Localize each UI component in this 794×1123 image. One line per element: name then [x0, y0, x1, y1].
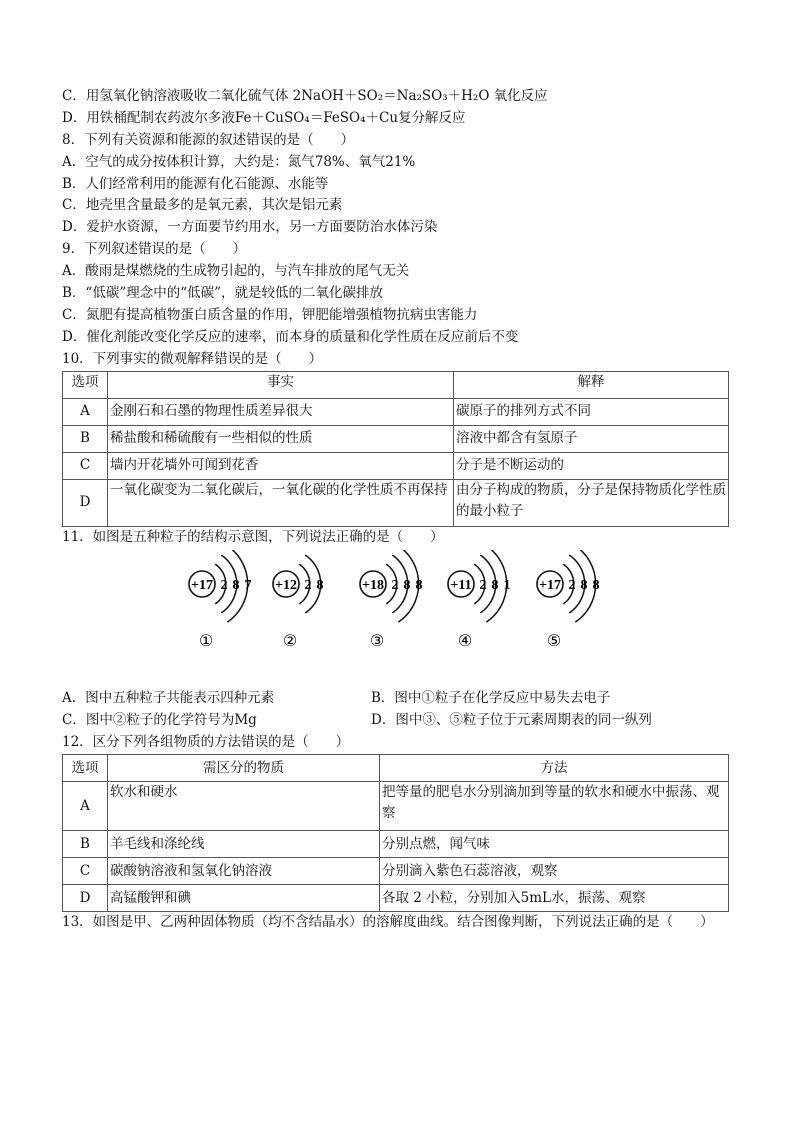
electron-count: 8	[592, 578, 600, 594]
particle-label: ⑤	[546, 631, 562, 651]
table-cell: B	[63, 831, 108, 858]
table-header: 选项	[63, 371, 108, 398]
table-cell: 一氧化碳变为二氧化碳后，一氧化碳的化学性质不再保持	[108, 479, 454, 526]
q10-stem: 10．下列事实的微观解释错误的是（ ）	[62, 350, 323, 367]
table-cell: C	[63, 452, 108, 479]
particle-label: ②	[282, 631, 298, 651]
q11-option-a: A．图中五种粒子共能表示四种元素	[62, 690, 275, 707]
table-header-row	[63, 371, 729, 398]
table-header: 需区分的物质	[108, 755, 380, 782]
table-row	[63, 398, 729, 425]
table-row	[63, 858, 729, 885]
table-cell: A	[63, 782, 108, 831]
q9-option-b: B．“低碳”理念中的“低碳”，就是较低的二氧化碳排放	[62, 285, 384, 302]
particle-1	[189, 550, 252, 650]
q12-stem: 12．区分下列各组物质的方法错误的是（ ）	[62, 734, 350, 751]
electron-count: 2	[479, 578, 487, 594]
electron-count: 8	[491, 578, 499, 594]
table-cell: 羊毛线和涤纶线	[108, 831, 380, 858]
electron-count: 2	[220, 578, 228, 594]
particle-diagram-svg	[180, 550, 620, 684]
particle-label: ①	[198, 631, 214, 651]
nucleus-charge: +11	[450, 578, 472, 594]
table-cell: 墙内开花墙外可闻到花香	[108, 452, 454, 479]
table-cell: 高锰酸钾和碘	[108, 885, 380, 912]
q8-option-a: A．空气的成分按体积计算，大约是：氮气78%、氧气21%	[62, 153, 416, 170]
table-header: 事实	[108, 371, 454, 398]
particle-label: ④	[457, 631, 473, 651]
electron-count: 2	[391, 578, 399, 594]
electron-count: 8	[580, 578, 588, 594]
table-header: 解释	[454, 371, 729, 398]
electron-count: 1	[503, 578, 511, 594]
q13-stem: 13．如图是甲、乙两种固体物质（均不含结晶水）的溶解度曲线。结合图像判断，下列说法正确的是（ ）	[62, 914, 714, 931]
q8-stem: 8．下列有关资源和能源的叙述错误的是（ ）	[62, 131, 355, 148]
electron-count: 2	[304, 578, 312, 594]
electron-count: 8	[403, 578, 411, 594]
table-cell: 把等量的肥皂水分别滴加到等量的软水和硬水中振荡、观察	[380, 782, 729, 831]
q11-options-row-1	[62, 688, 732, 710]
table-cell: 分子是不断运动的	[454, 452, 729, 479]
q8-option-b: B．人们经常利用的能源有化石能源、水能等	[62, 175, 329, 192]
q11-options-row-2	[62, 710, 732, 732]
q10-table	[62, 371, 729, 527]
particle-label: ③	[369, 631, 385, 651]
table-cell: 碳原子的排列方式不同	[454, 398, 729, 425]
q7-option-c: C．用氢氧化钠溶液吸收二氧化硫气体 2NaOH＋SO₂＝Na₂SO₃＋H₂O 氧化反应	[62, 88, 548, 104]
particle-2	[273, 555, 324, 650]
q12-table	[62, 754, 729, 912]
q11-option-d: D．图中③、⑤粒子位于元素周期表的同一纵列	[371, 712, 652, 729]
nucleus-charge: +18	[362, 578, 384, 594]
table-cell: 金刚石和石墨的物理性质差异很大	[108, 398, 454, 425]
particle-diagram	[62, 548, 732, 688]
particle-5	[537, 550, 600, 650]
table-cell: 由分子构成的物质，分子是保持物质化学性质的最小粒子	[454, 479, 729, 526]
table-cell: 稀盐酸和稀硫酸有一些相似的性质	[108, 425, 454, 452]
table-cell: 溶液中都含有氢原子	[454, 425, 729, 452]
q11-stem: 11．如图是五种粒子的结构示意图，下列说法正确的是（ ）	[62, 528, 444, 545]
table-cell: A	[63, 398, 108, 425]
table-cell: B	[63, 425, 108, 452]
table-header: 方法	[380, 755, 729, 782]
table-cell: 分别滴入紫色石蕊溶液，观察	[380, 858, 729, 885]
q8-option-c: C．地壳里含量最多的是氧元素，其次是铝元素	[62, 197, 343, 214]
table-header-row	[63, 755, 729, 782]
electron-count: 8	[232, 578, 240, 594]
q8-option-d: D．爱护水资源，一方面要节约用水，另一方面要防治水体污染	[62, 219, 438, 236]
table-row	[63, 782, 729, 831]
nucleus-charge: +12	[275, 578, 297, 594]
table-cell: D	[63, 479, 108, 526]
table-cell: 软水和硬水	[108, 782, 380, 831]
table-cell: 各取 2 小粒，分别加入5mL水，振荡、观察	[380, 885, 729, 912]
table-cell: 碳酸钠溶液和氢氧化钠溶液	[108, 858, 380, 885]
exam-page	[62, 86, 732, 934]
particle-4	[448, 550, 511, 650]
table-row	[63, 452, 729, 479]
electron-count: 7	[244, 578, 252, 594]
electron-count: 8	[316, 578, 324, 594]
q7-option-d: D．用铁桶配制农药波尔多液Fe＋CuSO₄＝FeSO₄＋Cu复分解反应	[62, 109, 466, 126]
q11-option-c: C．图中②粒子的化学符号为Mg	[62, 712, 257, 729]
q9-option-d: D．催化剂能改变化学反应的速率，而本身的质量和化学性质在反应前后不变	[62, 328, 519, 345]
nucleus-charge: +17	[539, 578, 561, 594]
table-cell: 分别点燃，闻气味	[380, 831, 729, 858]
electron-count: 2	[568, 578, 576, 594]
table-row	[63, 425, 729, 452]
table-row	[63, 885, 729, 912]
table-cell: C	[63, 858, 108, 885]
table-row	[63, 831, 729, 858]
nucleus-charge: +17	[191, 578, 213, 594]
table-header: 选项	[63, 755, 108, 782]
table-row	[63, 479, 729, 526]
q9-option-a: A．酸雨是煤燃烧的生成物引起的，与汽车排放的尾气无关	[62, 263, 410, 280]
q9-stem: 9．下列叙述错误的是（ ）	[62, 241, 247, 258]
table-cell: D	[63, 885, 108, 912]
particle-3	[360, 550, 423, 650]
q9-option-c: C．氮肥有提高植物蛋白质含量的作用，钾肥能增强植物抗病虫害能力	[62, 306, 478, 323]
q11-option-b: B．图中①粒子在化学反应中易失去电子	[371, 690, 611, 707]
electron-count: 8	[415, 578, 423, 594]
